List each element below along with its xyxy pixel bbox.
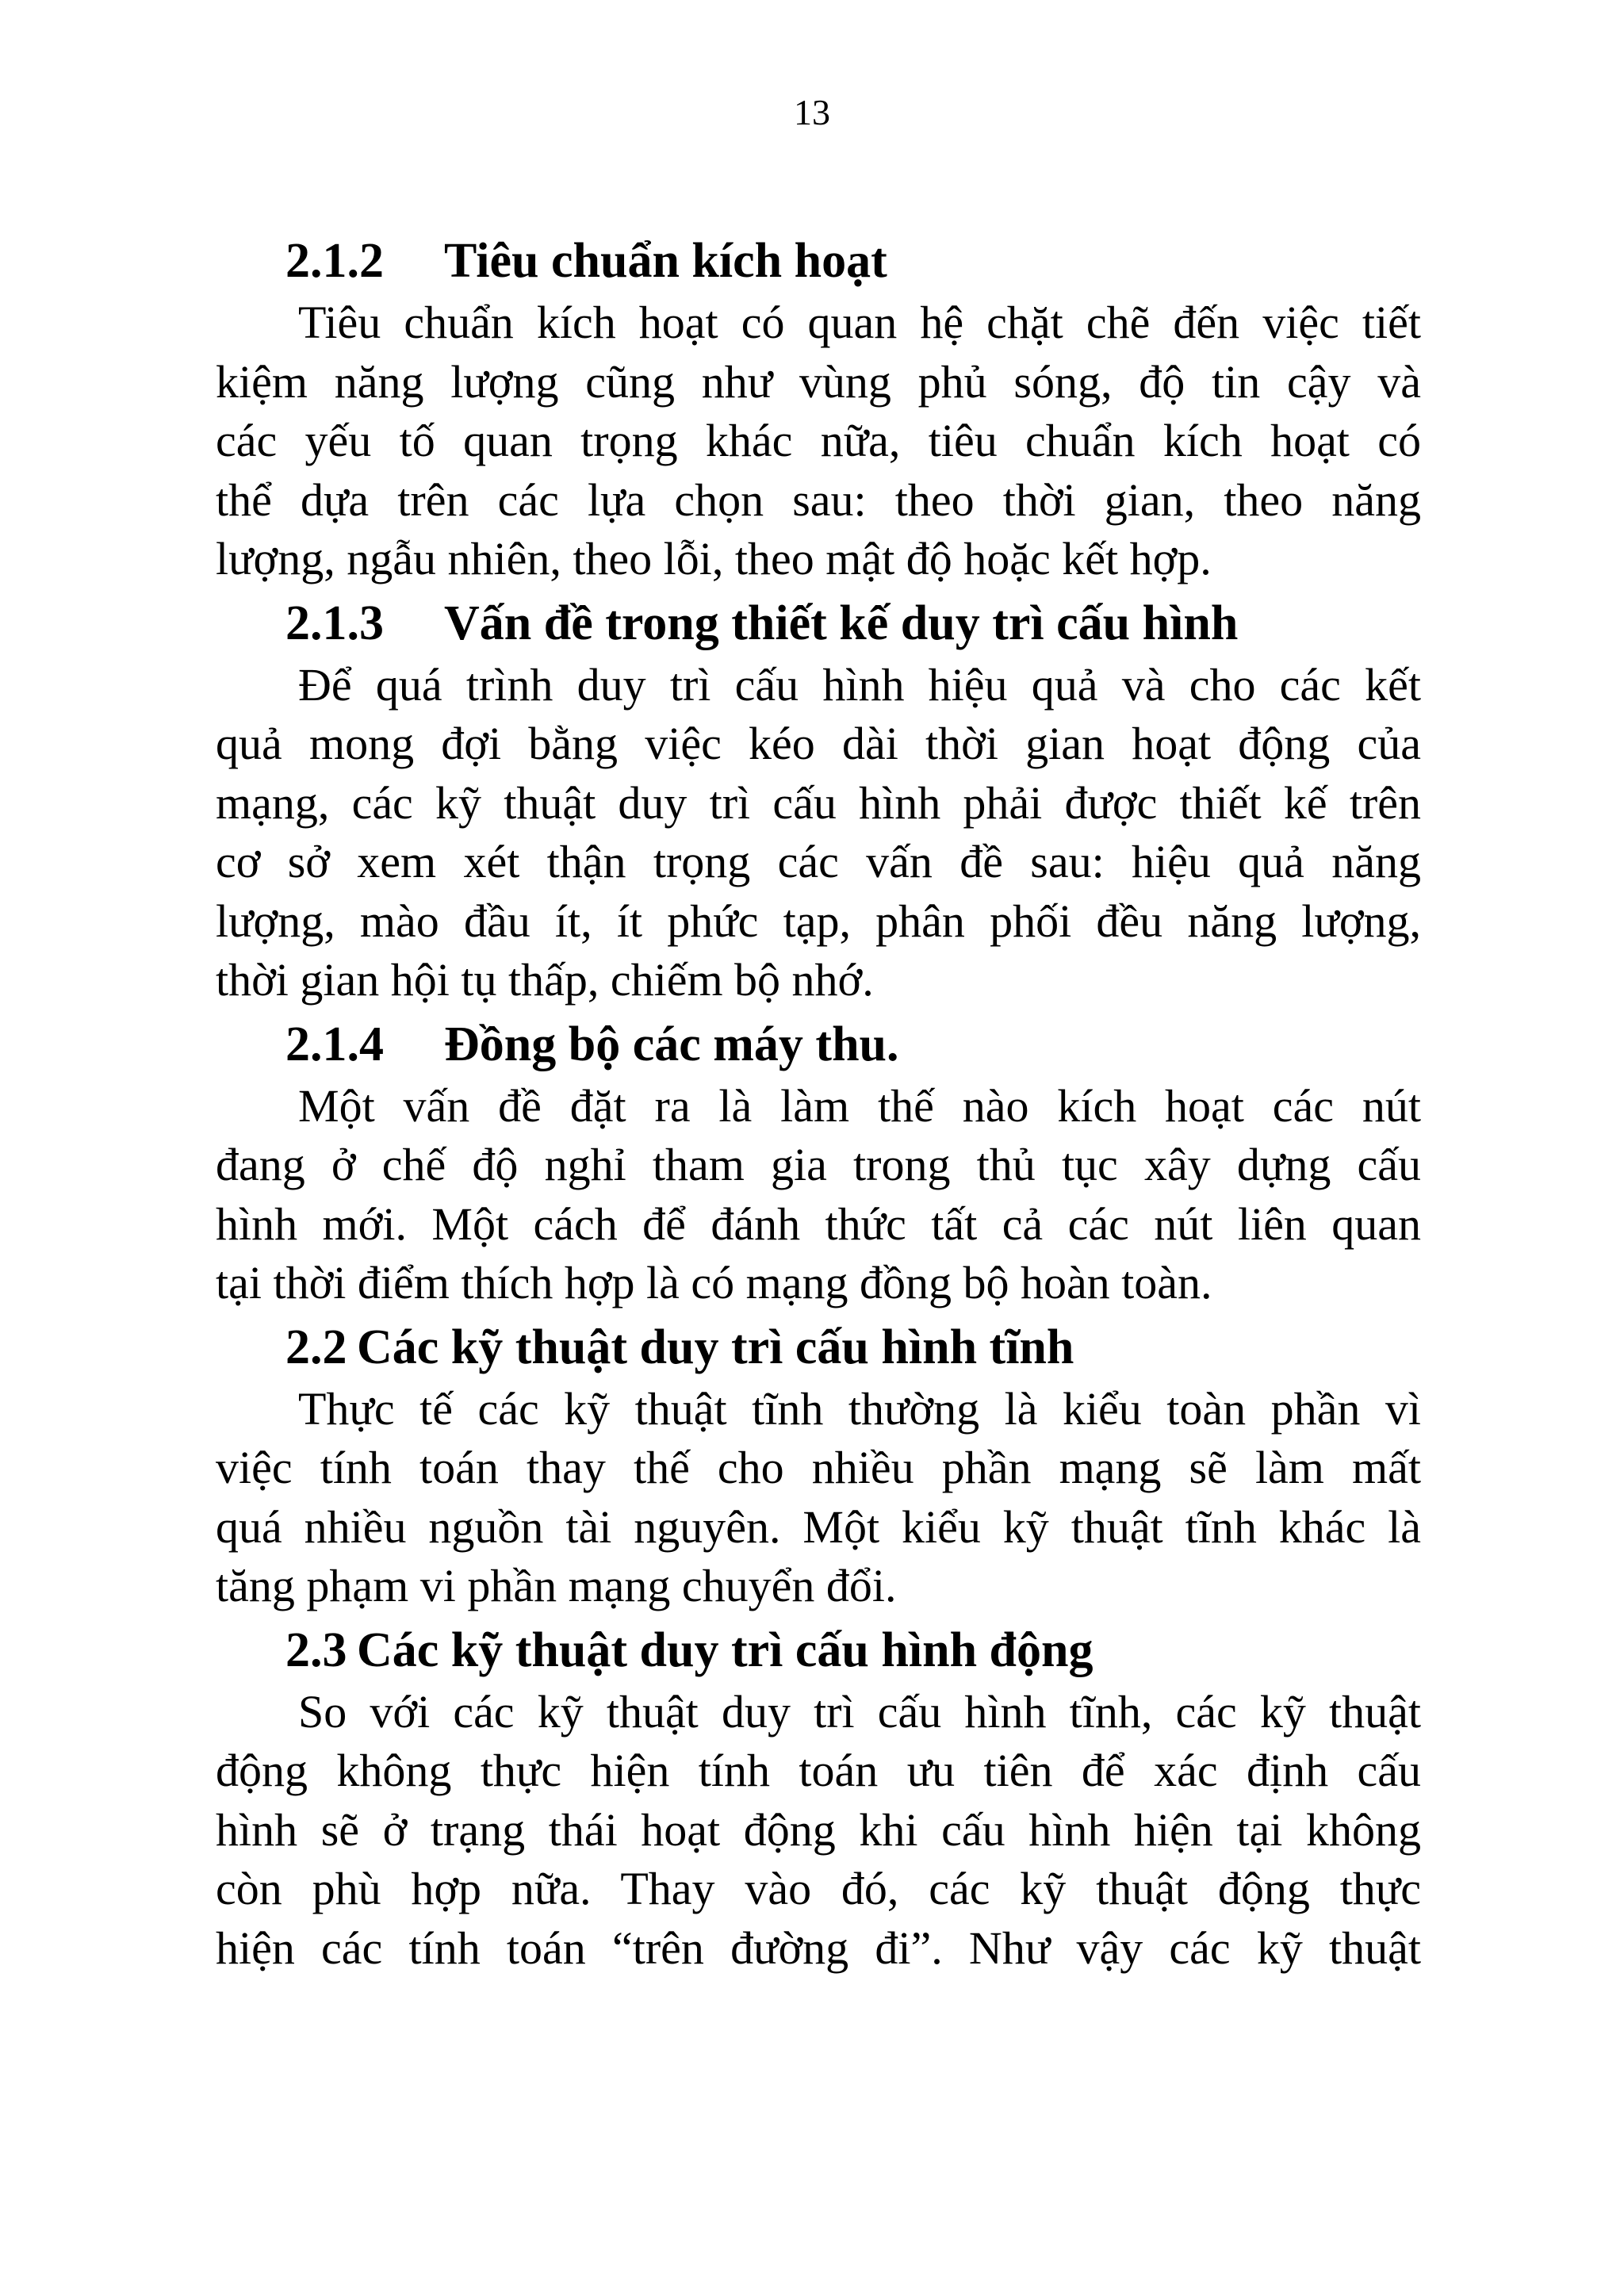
section-heading-2-1-2 [216, 232, 1421, 290]
paragraph-2-2 [216, 1380, 1421, 1616]
page-number: 13 [794, 92, 830, 132]
section-number: 2.3 [285, 1623, 347, 1677]
text-line: Thực tế các kỹ thuật tĩnh thường là kiểu toàn phần vì [298, 1382, 1421, 1435]
text-line: lượng, ngẫu nhiên, theo lỗi, theo mật độ hoặc kết hợp. [216, 533, 1212, 584]
text-line: kiệm năng lượng cũng như vùng phủ sóng, độ tin cậy và [216, 355, 1421, 408]
text-line: hiện các tính toán “trên đường đi”. Như vậy các kỹ thuật [216, 1921, 1421, 1974]
section-heading-2-1-3 [216, 594, 1421, 653]
section-number: 2.1.3 [285, 596, 384, 650]
section-heading-2-2 [216, 1318, 1421, 1377]
paragraph-2-3 [216, 1683, 1421, 1979]
text-line: đang ở chế độ nghỉ tham gia trong thủ tục xây dựng cấu [216, 1139, 1421, 1190]
text-line: Một vấn đề đặt ra là làm thế nào kích hoạt các nút [298, 1079, 1421, 1132]
text-line: hình sẽ ở trạng thái hoạt động khi cấu hình hiện tại không [216, 1803, 1421, 1856]
section-number: 2.1.4 [285, 1017, 384, 1071]
paragraph-2-1-4 [216, 1077, 1421, 1313]
text-line: thời gian hội tụ thấp, chiếm bộ nhớ. [216, 954, 874, 1006]
text-line: tại thời điểm thích hợp là có mạng đồng bộ hoàn toàn. [216, 1257, 1212, 1308]
text-line: tăng phạm vi phần mạng chuyển đổi. [216, 1560, 897, 1611]
section-number: 2.1.2 [285, 234, 384, 288]
paragraph-2-1-2 [216, 293, 1421, 589]
text-line: mạng, các kỹ thuật duy trì cấu hình phải được thiết kế trên [216, 776, 1421, 829]
section-title: Đồng bộ các máy thu. [444, 1017, 899, 1071]
text-line: Để quá trình duy trì cấu hình hiệu quả và cho các kết [298, 658, 1421, 711]
text-line: hình mới. Một cách để đánh thức tất cả các nút liên quan [216, 1197, 1421, 1250]
text-line: còn phù hợp nữa. Thay vào đó, các kỹ thuật động thực [216, 1863, 1421, 1914]
text-line: Tiêu chuẩn kích hoạt có quan hệ chặt chẽ đến việc tiết [298, 297, 1421, 348]
section-title: Các kỹ thuật duy trì cấu hình tĩnh [357, 1320, 1074, 1374]
text-line: việc tính toán thay thế cho nhiều phần mạng sẽ làm mất [216, 1442, 1421, 1493]
section-title: Các kỹ thuật duy trì cấu hình động [357, 1623, 1094, 1677]
section-title: Vấn đề trong thiết kế duy trì cấu hình [444, 596, 1239, 650]
page-body [216, 232, 1421, 1983]
text-line: các yếu tố quan trọng khác nữa, tiêu chuẩn kích hoạt có [216, 415, 1421, 466]
section-number: 2.2 [285, 1320, 347, 1374]
text-line: lượng, mào đầu ít, ít phức tạp, phân phối đều năng lượng, [216, 895, 1421, 947]
text-line: cơ sở xem xét thận trọng các vấn đề sau: hiệu quả năng [216, 836, 1421, 887]
text-line: So với các kỹ thuật duy trì cấu hình tĩnh, các kỹ thuật [298, 1685, 1421, 1738]
paragraph-2-1-3 [216, 656, 1421, 1010]
section-title: Tiêu chuẩn kích hoạt [444, 234, 887, 288]
text-line: quá nhiều nguồn tài nguyên. Một kiểu kỹ thuật tĩnh khác là [216, 1500, 1421, 1553]
text-line: thể dựa trên các lựa chọn sau: theo thời gian, theo năng [216, 473, 1421, 526]
text-line: động không thực hiện tính toán ưu tiên để xác định cấu [216, 1745, 1421, 1796]
section-heading-2-1-4 [216, 1015, 1421, 1074]
text-line: quả mong đợi bằng việc kéo dài thời gian hoạt động của [216, 718, 1421, 769]
section-heading-2-3 [216, 1621, 1421, 1680]
